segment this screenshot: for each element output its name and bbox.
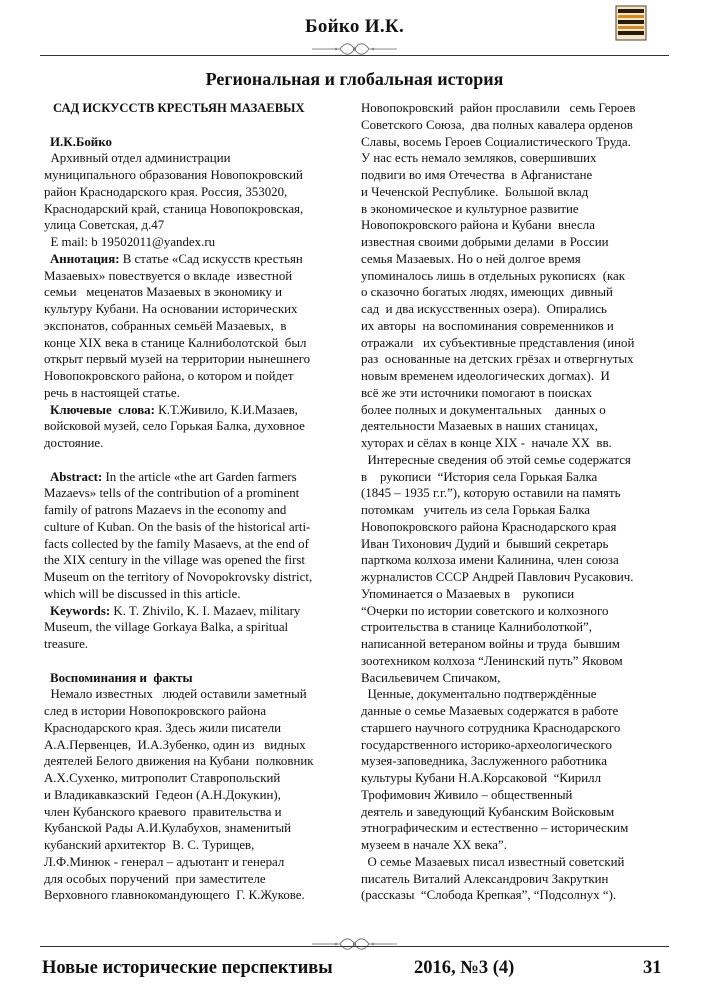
- keywords-en-label: Keywords:: [50, 603, 111, 618]
- body-line: данные о семье Мазаевых содержатся в работе: [361, 704, 619, 718]
- abstract-line: Abstract: In the article «the art Garden farmers: [44, 469, 341, 486]
- body-line: государственного историко-археологического: [361, 737, 612, 752]
- body-line: для особых поручений при заместителе: [44, 871, 266, 886]
- body-line: Новопокровский район прославили семь Героев: [361, 101, 636, 115]
- body-line: музеем в начале XX века”.: [361, 838, 507, 852]
- body-line: подвиги во имя Отечества в Афганистане: [361, 168, 593, 182]
- body-line: Васильевичем Спичаком,: [361, 670, 501, 685]
- body-line: У нас есть немало земляков, совершивших: [361, 151, 597, 166]
- body-line: след в истории Новопокровского района: [44, 704, 267, 718]
- abstract-line: the XIX century in the village was opened the first: [44, 553, 305, 568]
- annotation-line: конце XIX века в станице Калниболотской был: [44, 335, 307, 350]
- body-line: хуторах и сёлах в конце XIX - начале XX вв.: [361, 436, 612, 450]
- body-line: журналистов СССР Андрей Павлович Русакович.: [361, 570, 634, 584]
- body-line: их авторы на воспоминания современников и: [361, 318, 614, 333]
- abstract-line: family of patrons Mazaevs in the economy and: [44, 503, 287, 517]
- body-line: Трофимович Живило – общественный: [361, 787, 573, 802]
- annotation-line: речь в настоящей статье.: [44, 385, 180, 400]
- section-title: Региональная и глобальная история: [205, 69, 504, 89]
- author-heading: И.К.Бойко: [50, 134, 112, 149]
- body-line: культуры Кубани Н.А.Корсаковой “Кирилл: [361, 771, 601, 785]
- body-line: Советского Союза, два полных кавалера орденов: [361, 117, 633, 132]
- body-line: О семье Мазаевых писал известный советский: [361, 854, 625, 869]
- body-line: парткома колхоза имени Калинина, член союза: [361, 553, 619, 568]
- running-head-author: Бойко И.К.: [304, 16, 404, 37]
- body-line: Новопокровского района Краснодарского края: [361, 519, 617, 534]
- body-line: деятель и заведующий Кубанским Войсковым: [361, 804, 615, 819]
- affiliation-line: улица Советская, д.47: [44, 218, 165, 233]
- body-line: член Кубанского краевого правительства и: [44, 804, 282, 819]
- body-line: писатель Виталий Александрович Закруткин: [361, 871, 609, 886]
- body-line: в рукописи “История села Горькая Балка: [361, 469, 598, 484]
- subheading: Воспоминания и факты: [50, 670, 193, 685]
- abstract-line: Museum on the territory of Novopokrovsky district,: [44, 570, 313, 584]
- body-line: (1845 – 1935 г.г.”), которую оставили на память: [361, 486, 621, 501]
- body-line: написанной ветераном войны и труда бывшим: [361, 637, 620, 651]
- body-line: Славы, восемь Героев Социалистического Труда.: [361, 134, 631, 149]
- body-line: этнографическим и естественно – историческим: [361, 821, 629, 836]
- annotation-line: семьи меценатов Мазаевых в экономику и: [44, 285, 283, 300]
- email-line: E mail: b 19502011@yandex.ru: [44, 235, 216, 249]
- body-line: Немало известных людей оставили заметный: [44, 687, 307, 702]
- body-line: сад и два искусственных озера). Опирались: [361, 302, 607, 316]
- body-line: раз основанные на детских грёзах и отвергнутых: [361, 352, 634, 367]
- affiliation-line: Краснодарский край, станица Новопокровская,: [44, 201, 304, 216]
- keywords-line: Ключевые слова: К.Т.Живило, К.И.Мазаев,: [44, 402, 341, 419]
- annotation-line: Новопокровского района, о котором и пойдет: [44, 369, 294, 383]
- body-line: и Чеченской Республике. Большой вклад: [361, 184, 589, 199]
- body-line: о сказочно богатых людях, имеющих дивный: [361, 285, 613, 300]
- ornament-divider-icon: [312, 937, 397, 951]
- body-line: Упоминается о Мазаевых в рукописи: [361, 586, 575, 601]
- ornament-divider-icon: [312, 42, 397, 56]
- body-line: зоотехником колхоза “Ленинский путь” Яковом: [361, 653, 623, 668]
- abstract-line: facts collected by the family Masaevs, at the end of: [44, 536, 309, 551]
- body-line: отражали их субъективные представления (иной: [361, 335, 635, 350]
- body-line: Интересные сведения об этой семье содержатся: [361, 452, 631, 467]
- body-line: Краснодарского края. Здесь жили писатели: [44, 720, 282, 735]
- affiliation-line: муниципального образования Новопокровский: [44, 168, 303, 182]
- issue-info: 2016, №3 (4): [414, 958, 515, 978]
- article-title: САД ИСКУССТВ КРЕСТЬЯН МАЗАЕВЫХ: [53, 101, 305, 115]
- abstract-line: which will be discussed in this article.: [44, 586, 241, 601]
- body-line: строительства в станице Калниболоткой”,: [361, 620, 592, 635]
- body-line: деятельности Мазаевых в наших станицах,: [361, 419, 598, 434]
- body-line: новым временем идеологических догмах). И: [361, 369, 610, 383]
- abstract-line: culture of Kuban. On the basis of the historical arti-: [44, 519, 311, 534]
- body-line: известная своими добрыми делами в России: [361, 235, 609, 249]
- keywords-en-line: treasure.: [44, 637, 89, 651]
- body-line: Иван Тихонович Дудий и бывший секретарь: [361, 536, 609, 551]
- annotation-line: открыт первый музей на территории нынешнего: [44, 352, 311, 367]
- body-line: семья Мазаевых. Но о ней долгое время: [361, 251, 581, 266]
- journal-logo-icon: [614, 4, 648, 42]
- body-line: Л.Ф.Минюк - генерал – адъютант и генерал: [44, 854, 285, 869]
- body-line: Кубанской Рады А.И.Кулабухов, знаменитый: [44, 821, 292, 836]
- body-line: более полных и документальных данных о: [361, 402, 606, 417]
- annotation-label: Аннотация:: [50, 251, 120, 266]
- annotation-line: культуру Кубани. На основании исторических: [44, 302, 298, 316]
- page-footer: [0, 958, 709, 988]
- body-line: потомкам учитель из села Горькая Балка: [361, 503, 591, 517]
- body-line: А.А.Первенцев, И.А.Зубенко, один из видных: [44, 737, 306, 752]
- body-line: старшего научного сотрудника Краснодарского: [361, 720, 621, 735]
- body-line: деятелей Белого движения на Кубани полковник: [44, 754, 314, 769]
- body-line: упоминалось лишь в отдельных рукописях (как: [361, 268, 626, 283]
- body-line: А.Х.Сухенко, митрополит Ставропольский: [44, 771, 281, 785]
- page-number: 31: [643, 958, 662, 978]
- page-header: [0, 0, 709, 50]
- keywords-en-line: Keywords: K. T. Zhivilo, K. I. Mazaev, military: [44, 603, 341, 620]
- annotation-line: экспонатов, собранных семьёй Мазаевых, в: [44, 318, 287, 333]
- body-line: в экономическое и культурное развитие: [361, 201, 579, 216]
- keywords-label: Ключевые слова:: [50, 402, 155, 417]
- body-line: “Очерки по истории советского и колхозного: [361, 603, 609, 618]
- keywords-en-line: Museum, the village Gorkaya Balka, a spiritual: [44, 620, 289, 635]
- annotation-line: Мазаевых» повествуется о вкладе известной: [44, 268, 293, 283]
- body-line: Новопокровского района и Кубани внесла: [361, 218, 595, 233]
- header-rule: [40, 55, 669, 56]
- body-line: всё же эти источники помогают в поисках: [361, 385, 593, 400]
- keywords-line: войсковой музей, село Горькая Балка, духовное: [44, 419, 305, 434]
- abstract-line: Mazaevs» tells of the contribution of a prominent: [44, 486, 300, 501]
- left-column: [44, 100, 341, 904]
- affiliation-line: район Краснодарского края. Россия, 353020,: [44, 184, 288, 199]
- keywords-line: достояние.: [44, 436, 104, 450]
- annotation-line: Аннотация: В статье «Сад искусств крестьян: [44, 251, 341, 268]
- abstract-label: Abstract:: [50, 469, 103, 484]
- affiliation-line: Архивный отдел администрации: [44, 151, 231, 166]
- body-line: музея-заповедника, Заслуженного работника: [361, 754, 607, 769]
- body-line: Верховного главнокомандующего Г. К.Жукове.: [44, 888, 305, 903]
- journal-name: Новые исторические перспективы: [42, 958, 333, 978]
- right-column: [361, 100, 666, 904]
- body-line: (рассказы “Слобода Крепкая”, “Подсолнух “).: [361, 888, 617, 903]
- body-line: кубанский архитектор В. С. Турищев,: [44, 838, 255, 852]
- footer-rule: [40, 946, 669, 947]
- body-line: Ценные, документально подтверждённые: [361, 687, 597, 702]
- body-line: и Владикавказский Гедеон (А.Н.Докукин),: [44, 787, 281, 802]
